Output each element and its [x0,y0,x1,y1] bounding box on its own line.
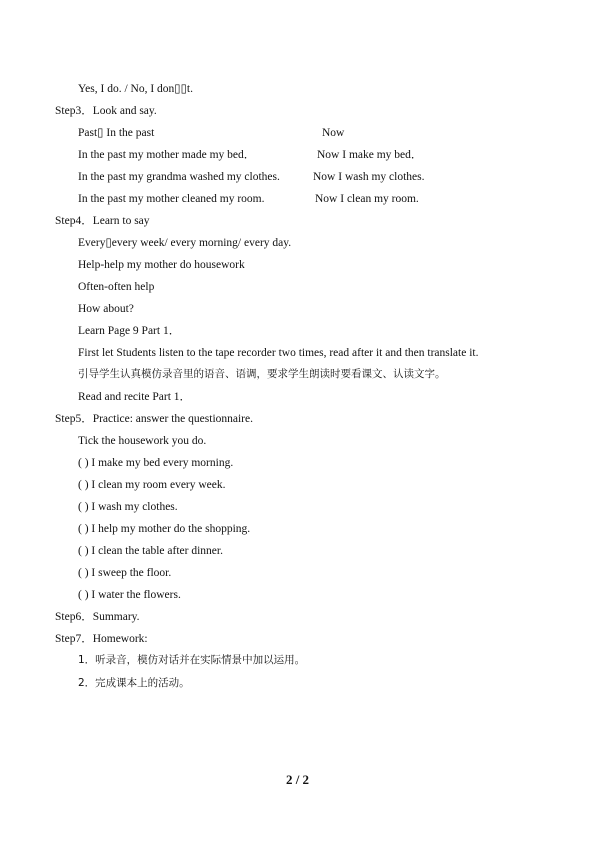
now-row-3: Now I clean my room. [315,193,419,205]
homework-item-1: 1．听录音，模仿对话并在实际情景中加以运用。 [78,654,306,666]
homework-item-2: 2．完成课本上的活动。 [78,677,190,689]
past-row-3: In the past my mother cleaned my room. [78,193,265,205]
now-row-1: Now I make my bed． [317,149,423,161]
first-let-line: First let Students listen to the tape recorder two times, read after it and then translate it. [78,347,479,359]
now-row-2: Now I wash my clothes. [313,171,425,183]
how-about-phrase: How about? [78,303,134,315]
help-phrase: Help-help my mother do housework [78,259,245,271]
step5-heading: Step5．Practice: answer the questionnaire. [55,413,253,425]
yes-no-answer: Yes, I do. / No, I don▯▯t. [78,83,193,95]
step6-heading: Step6．Summary. [55,611,140,623]
past-row-2: In the past my grandma washed my clothes. [78,171,280,183]
questionnaire-item-4: ( ) I help my mother do the shopping. [78,523,251,535]
step7-heading: Step7．Homework: [55,633,148,645]
chinese-guide-line: 引导学生认真模仿录音里的语音、语调，要求学生朗读时要看课文、认读文字。 [78,368,446,380]
now-label: Now [322,127,345,139]
questionnaire-item-6: ( ) I sweep the floor. [78,567,172,579]
read-recite-line: Read and recite Part 1． [78,391,192,403]
tick-instruction: Tick the housework you do. [78,435,207,447]
every-phrase: Every▯every week/ every morning/ every day. [78,237,292,249]
past-row-1: In the past my mother made my bed． [78,149,256,161]
questionnaire-item-3: ( ) I wash my clothes. [78,501,178,513]
step3-heading: Step3．Look and say. [55,105,157,117]
questionnaire-item-5: ( ) I clean the table after dinner. [78,545,223,557]
often-phrase: Often-often help [78,281,155,293]
questionnaire-item-2: ( ) I clean my room every week. [78,479,226,491]
step4-heading: Step4．Learn to say [55,215,150,227]
learn-page-line: Learn Page 9 Part 1． [78,325,181,337]
questionnaire-item-1: ( ) I make my bed every morning. [78,457,234,469]
past-label: Past▯ In the past [78,127,155,139]
page-number: 2 / 2 [285,772,310,787]
questionnaire-item-7: ( ) I water the flowers. [78,589,181,601]
